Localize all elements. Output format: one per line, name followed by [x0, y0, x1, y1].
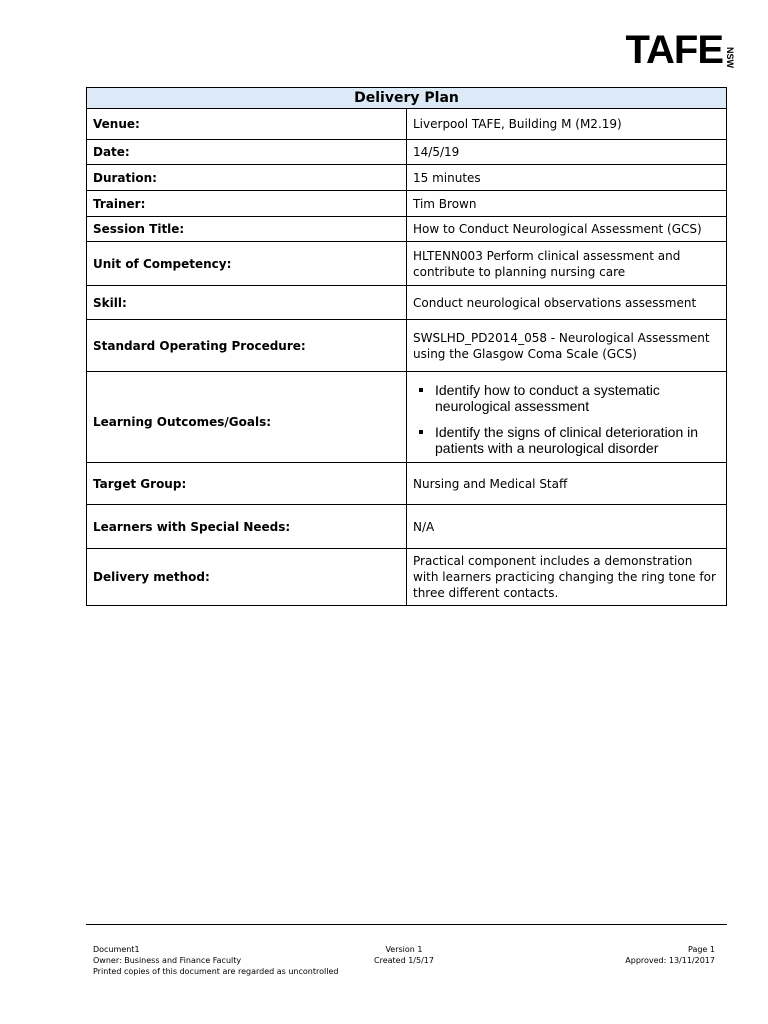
- label-learning-outcomes: Learning Outcomes/Goals:: [87, 372, 407, 463]
- value-unit-of-competency: HLTENN003 Perform clinical assessment and contribute to planning nursing care: [407, 242, 727, 286]
- row-learning-outcomes: [87, 372, 727, 463]
- value-duration: 15 minutes: [407, 165, 727, 191]
- footer-page: Page 1: [687, 945, 715, 954]
- label-date: Date:: [87, 140, 407, 165]
- row-venue: [87, 109, 727, 140]
- goal-item: Identify how to conduct a systematic neurological assessment: [435, 382, 720, 414]
- footer-created: Created 1/5/17: [374, 956, 434, 965]
- row-skill: [87, 286, 727, 320]
- label-trainer: Trainer:: [87, 191, 407, 217]
- logo-main-text: TAFE: [625, 28, 723, 72]
- label-skill: Skill:: [87, 286, 407, 320]
- row-session-title: [87, 217, 727, 242]
- label-standard-operating-procedure: Standard Operating Procedure:: [87, 320, 407, 372]
- label-session-title: Session Title:: [87, 217, 407, 242]
- label-target-group: Target Group:: [87, 463, 407, 505]
- footer-owner: Owner: Business and Finance Faculty: [93, 956, 242, 965]
- footer-document: Document1: [93, 945, 140, 954]
- delivery-plan-table: [86, 87, 727, 606]
- row-duration: [87, 165, 727, 191]
- table-title-row: [87, 88, 727, 109]
- label-venue: Venue:: [87, 109, 407, 140]
- label-delivery-method: Delivery method:: [87, 549, 407, 606]
- row-trainer: [87, 191, 727, 217]
- footer-row-1: [93, 944, 715, 955]
- label-special-needs: Learners with Special Needs:: [87, 505, 407, 549]
- value-venue: Liverpool TAFE, Building M (M2.19): [407, 109, 727, 140]
- row-unit-of-competency: [87, 242, 727, 286]
- value-delivery-method: Practical component includes a demonstration with learners practicing changing the ring tone for three different contacts.: [407, 549, 727, 606]
- row-delivery-method: [87, 549, 727, 606]
- value-special-needs: N/A: [407, 505, 727, 549]
- value-session-title: How to Conduct Neurological Assessment (GCS): [407, 217, 727, 242]
- value-skill: Conduct neurological observations assessment: [407, 286, 727, 320]
- value-target-group: Nursing and Medical Staff: [407, 463, 727, 505]
- page-footer: [93, 944, 715, 977]
- footer-divider: [86, 924, 727, 925]
- footer-version: Version 1: [385, 945, 423, 954]
- goals-list: [413, 382, 720, 456]
- row-target-group: [87, 463, 727, 505]
- footer-row-3: [93, 966, 715, 977]
- row-date: [87, 140, 727, 165]
- footer-row-2: [93, 955, 715, 966]
- value-trainer: Tim Brown: [407, 191, 727, 217]
- label-unit-of-competency: Unit of Competency:: [87, 242, 407, 286]
- row-standard-operating-procedure: [87, 320, 727, 372]
- value-date: 14/5/19: [407, 140, 727, 165]
- value-standard-operating-procedure: SWSLHD_PD2014_058 - Neurological Assessment using the Glasgow Coma Scale (GCS): [407, 320, 727, 372]
- logo-sub-text: NSW: [725, 47, 735, 68]
- tafe-nsw-logo: [626, 30, 734, 70]
- value-learning-outcomes: [407, 372, 727, 463]
- label-duration: Duration:: [87, 165, 407, 191]
- goal-item: Identify the signs of clinical deterioration in patients with a neurological disorder: [435, 424, 720, 456]
- row-special-needs: [87, 505, 727, 549]
- footer-note: Printed copies of this document are regarded as uncontrolled: [93, 967, 339, 976]
- table-title: Delivery Plan: [87, 88, 727, 109]
- footer-approved: Approved: 13/11/2017: [625, 956, 715, 965]
